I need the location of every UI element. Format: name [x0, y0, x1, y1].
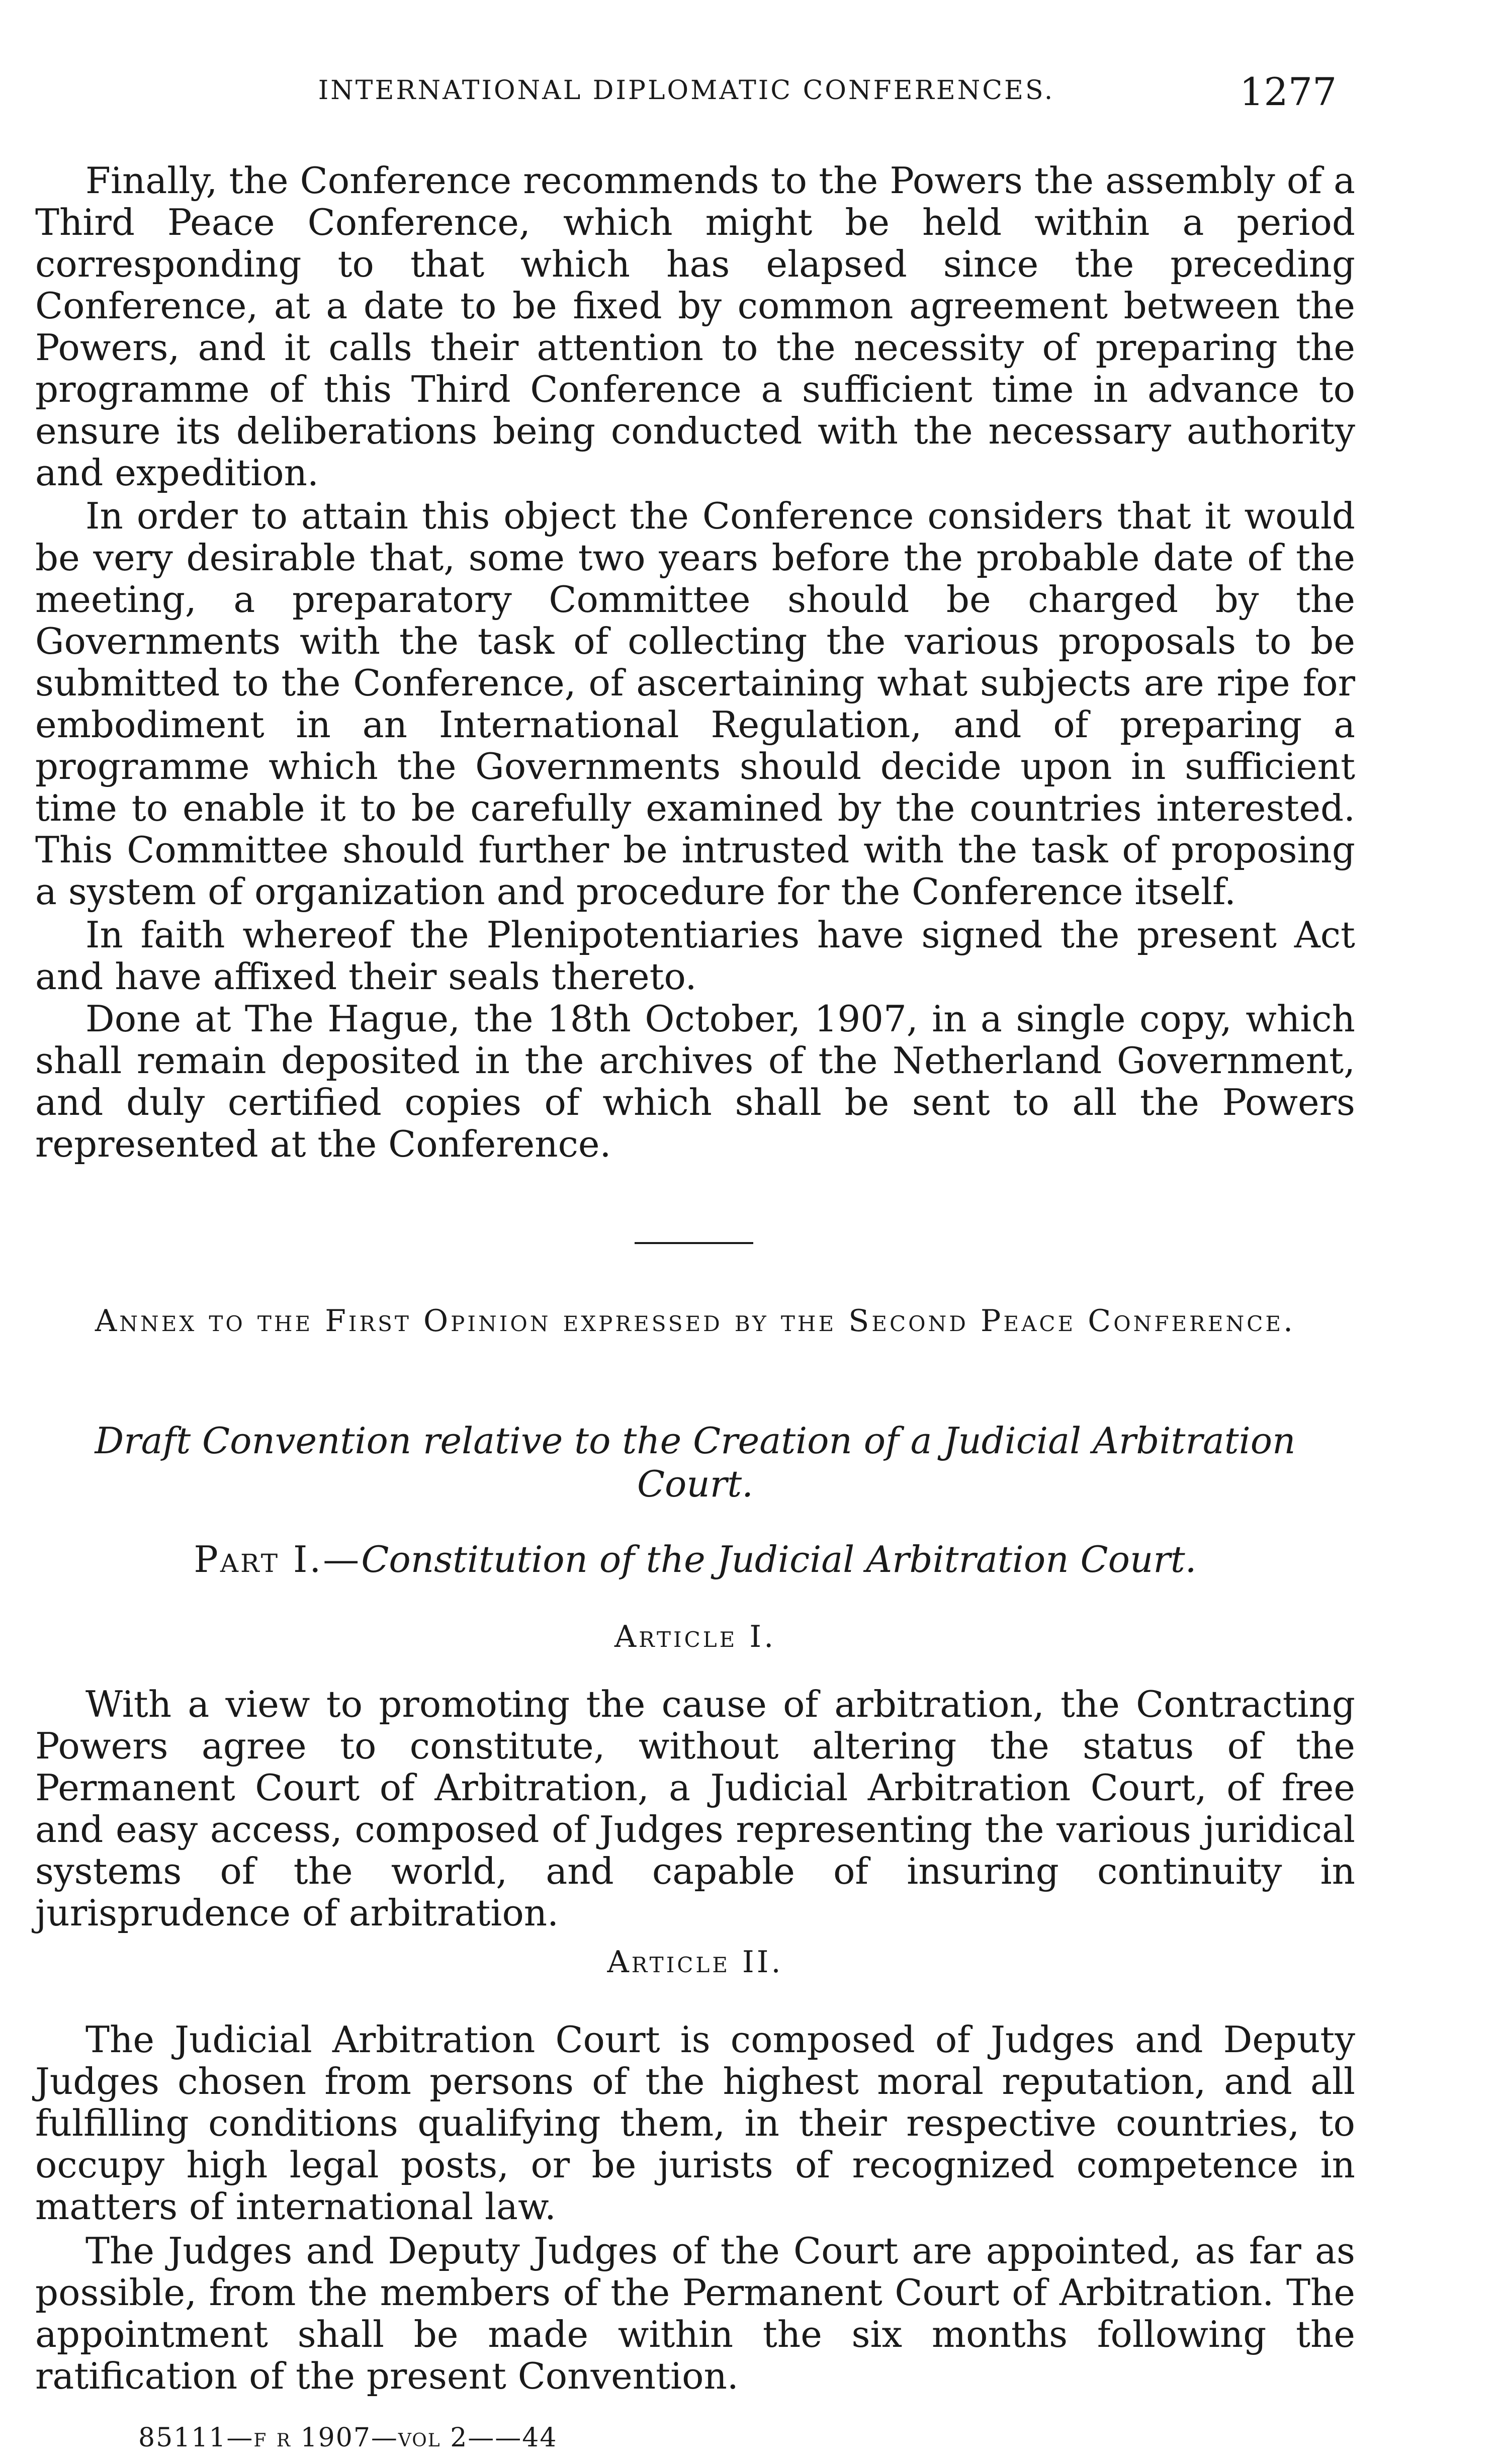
annex-heading: Annex to the First Opinion expressed by the Second Peace Conference. [95, 1303, 1296, 1339]
article-2-paragraph-1: The Judicial Arbitration Court is composed of Judges and Deputy Judges chosen from persons of the highest moral reputation, and all fulfilling conditions qualifying them, in their respective countries, to occupy high legal posts, or be jurists of recognized competence in matters of international law. [35, 2018, 1355, 2228]
article-1-heading: Article I. [614, 1619, 776, 1654]
running-title: INTERNATIONAL DIPLOMATIC CONFERENCES. [318, 75, 1055, 106]
part-label: Part I.— [194, 1538, 362, 1580]
paragraph-preparatory-committee: In order to attain this object the Conference considers that it would be very desirable that, some two years before the probable date of the meeting, a preparatory Committee should be charged by the Governments with the task of collecting the various proposals to be submitted to the Conference, of ascertaining what subjects are ripe for embodiment in an International Regulation, and of preparing a programme which the Governments should decide upon in sufficient time to enable it to be carefully examined by the countries interested. This Committee should further be intrusted with the task of proposing a system of organization and procedure for the Conference itself. [35, 495, 1355, 913]
section-divider [635, 1242, 753, 1244]
paragraph-in-faith-whereof: In faith whereof the Plenipotentiaries have signed the present Act and have affixed their seals thereto. [35, 914, 1355, 998]
page-number: 1277 [1240, 69, 1337, 114]
article-2-heading: Article II. [607, 1945, 783, 1980]
printer-signature: 85111—f r 1907—vol 2——44 [138, 2423, 558, 2453]
article-1-text: With a view to promoting the cause of arbitration, the Contracting Powers agree to constitute, without altering the status of the Permanent Court of Arbitration, a Judicial Arbitration Court, of free and easy access, composed of Judges representing the various juridical systems of the world, and capable of insuring continuity in jurisprudence of arbitration. [35, 1683, 1355, 1934]
paragraph-done-at-the-hague: Done at The Hague, the 18th October, 1907, in a single copy, which shall remain deposited in the archives of the Netherland Government, and duly certified copies of which shall be sent to all the Powers represented at the Conference. [35, 998, 1355, 1165]
article-2-paragraph-2: The Judges and Deputy Judges of the Court are appointed, as far as possible, from the members of the Permanent Court of Arbitration. The appointment shall be made within the six months following the ratification of the present Convention. [35, 2230, 1355, 2397]
part-title: Constitution of the Judicial Arbitration Court. [361, 1538, 1197, 1580]
paragraph-third-conference: Finally, the Conference recommends to the Powers the assembly of a Third Peace Conference, which might be held within a period corresponding to that which has elapsed since the preceding Conference, at a date to be fixed by common agreement between the Powers, and it calls their attention to the necessity of preparing the programme of this Third Conference a sufficient time in advance to ensure its deliberations being conducted with the necessary authority and expedition. [35, 159, 1355, 494]
draft-convention-title: Draft Convention relative to the Creation of a Judicial Arbitration Court. [95, 1420, 1296, 1505]
part-heading [35, 1538, 1355, 1581]
